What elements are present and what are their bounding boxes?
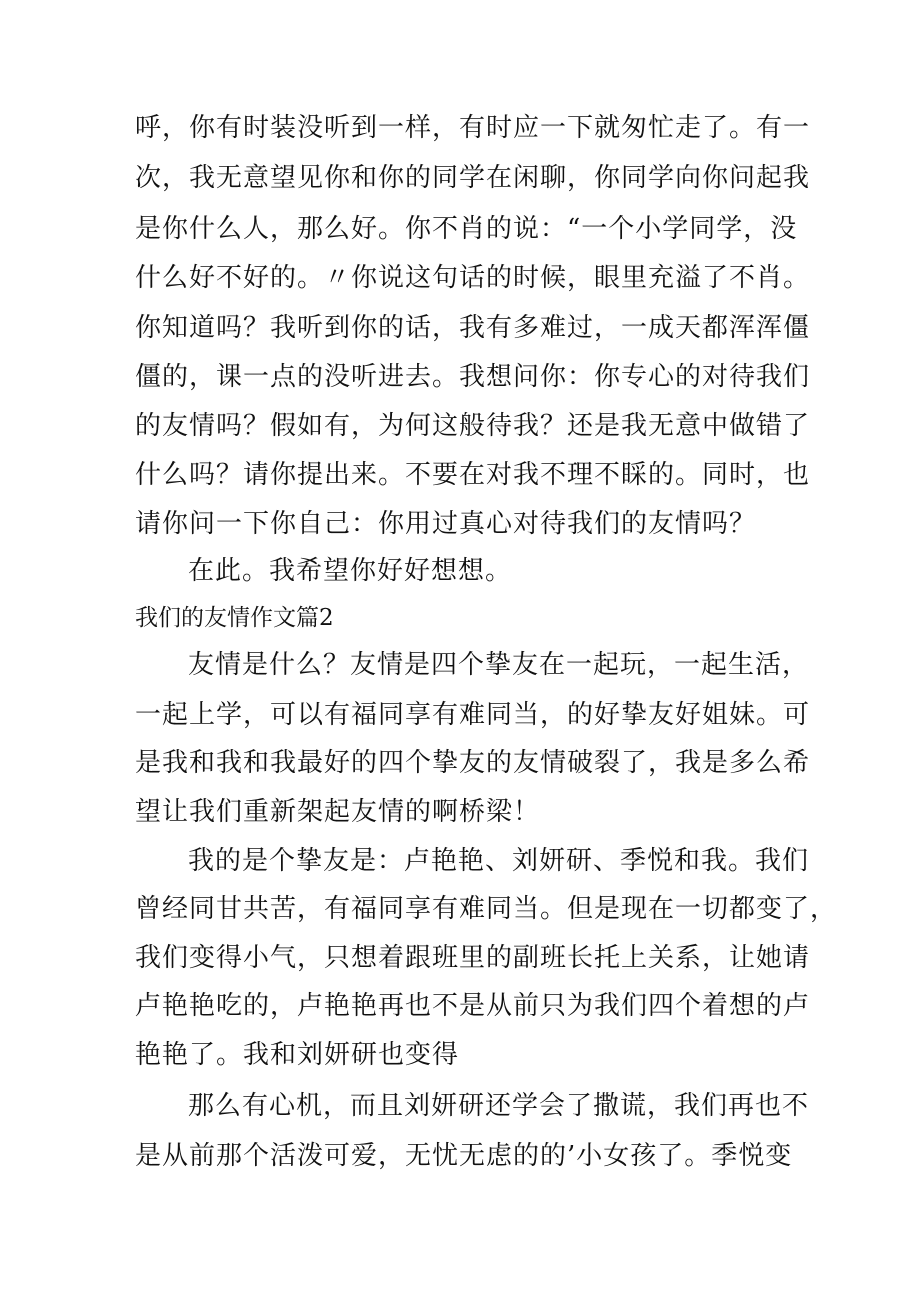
- text-line: 次，我无意望见你和你的同学在闲聊，你同学向你问起我: [135, 163, 811, 193]
- text-line: 的友情吗？假如有，为何这般待我？还是我无意中做错了: [135, 411, 811, 441]
- section-heading: 我们的友情作文篇2: [135, 605, 334, 631]
- text-line: 什么好不好的。〃你说这句话的时候，眼里充溢了不肖。: [135, 263, 811, 293]
- text-line: 是你什么人，那么好。你不肖的说：“一个小学同学，没: [135, 214, 798, 244]
- text-line: 我的是个挚友是：卢艳艳、刘妍研、季悦和我。我们: [188, 846, 810, 876]
- text-line: 请你问一下你自己：你用过真心对待我们的友情吗？: [135, 509, 757, 539]
- text-line: 什么吗？请你提出来。不要在对我不理不睬的。同时，也: [135, 460, 811, 490]
- text-line: 一起上学，可以有福同享有难同当，的好挚友好姐妹。可: [135, 700, 811, 730]
- text-line: 是我和我和我最好的四个挚友的友情破裂了，我是多么希: [135, 748, 811, 778]
- text-line: 曾经同甘共苦，有福同享有难同当。但是现在一切都变了，: [135, 894, 838, 924]
- text-line: 呼，你有时装没听到一样，有时应一下就匆忙走了。有一: [135, 113, 811, 143]
- text-line: 你知道吗？我听到你的话，我有多难过，一成天都浑浑僵: [135, 313, 811, 343]
- text-line: 艳艳了。我和刘妍研也变得: [135, 1040, 460, 1070]
- text-line: 是从前那个活泼可爱，无忧无虑的的’小女孩了。季悦变: [135, 1141, 793, 1171]
- text-line: 望让我们重新架起友情的啊桥梁！: [135, 797, 541, 827]
- text-line: 那么有心机，而且刘妍研还学会了撒谎，我们再也不: [188, 1091, 810, 1121]
- text-line: 在此。我希望你好好想想。: [188, 556, 513, 586]
- text-line: 我们变得小气，只想着跟班里的副班长托上关系，让她请: [135, 943, 811, 973]
- text-line: 卢艳艳吃的，卢艳艳再也不是从前只为我们四个着想的卢: [135, 991, 811, 1021]
- text-line: 僵的，课一点的没听进去。我想问你：你专心的对待我们: [135, 362, 811, 392]
- text-line: 友情是什么？友情是四个挚友在一起玩，一起生活，: [188, 650, 810, 680]
